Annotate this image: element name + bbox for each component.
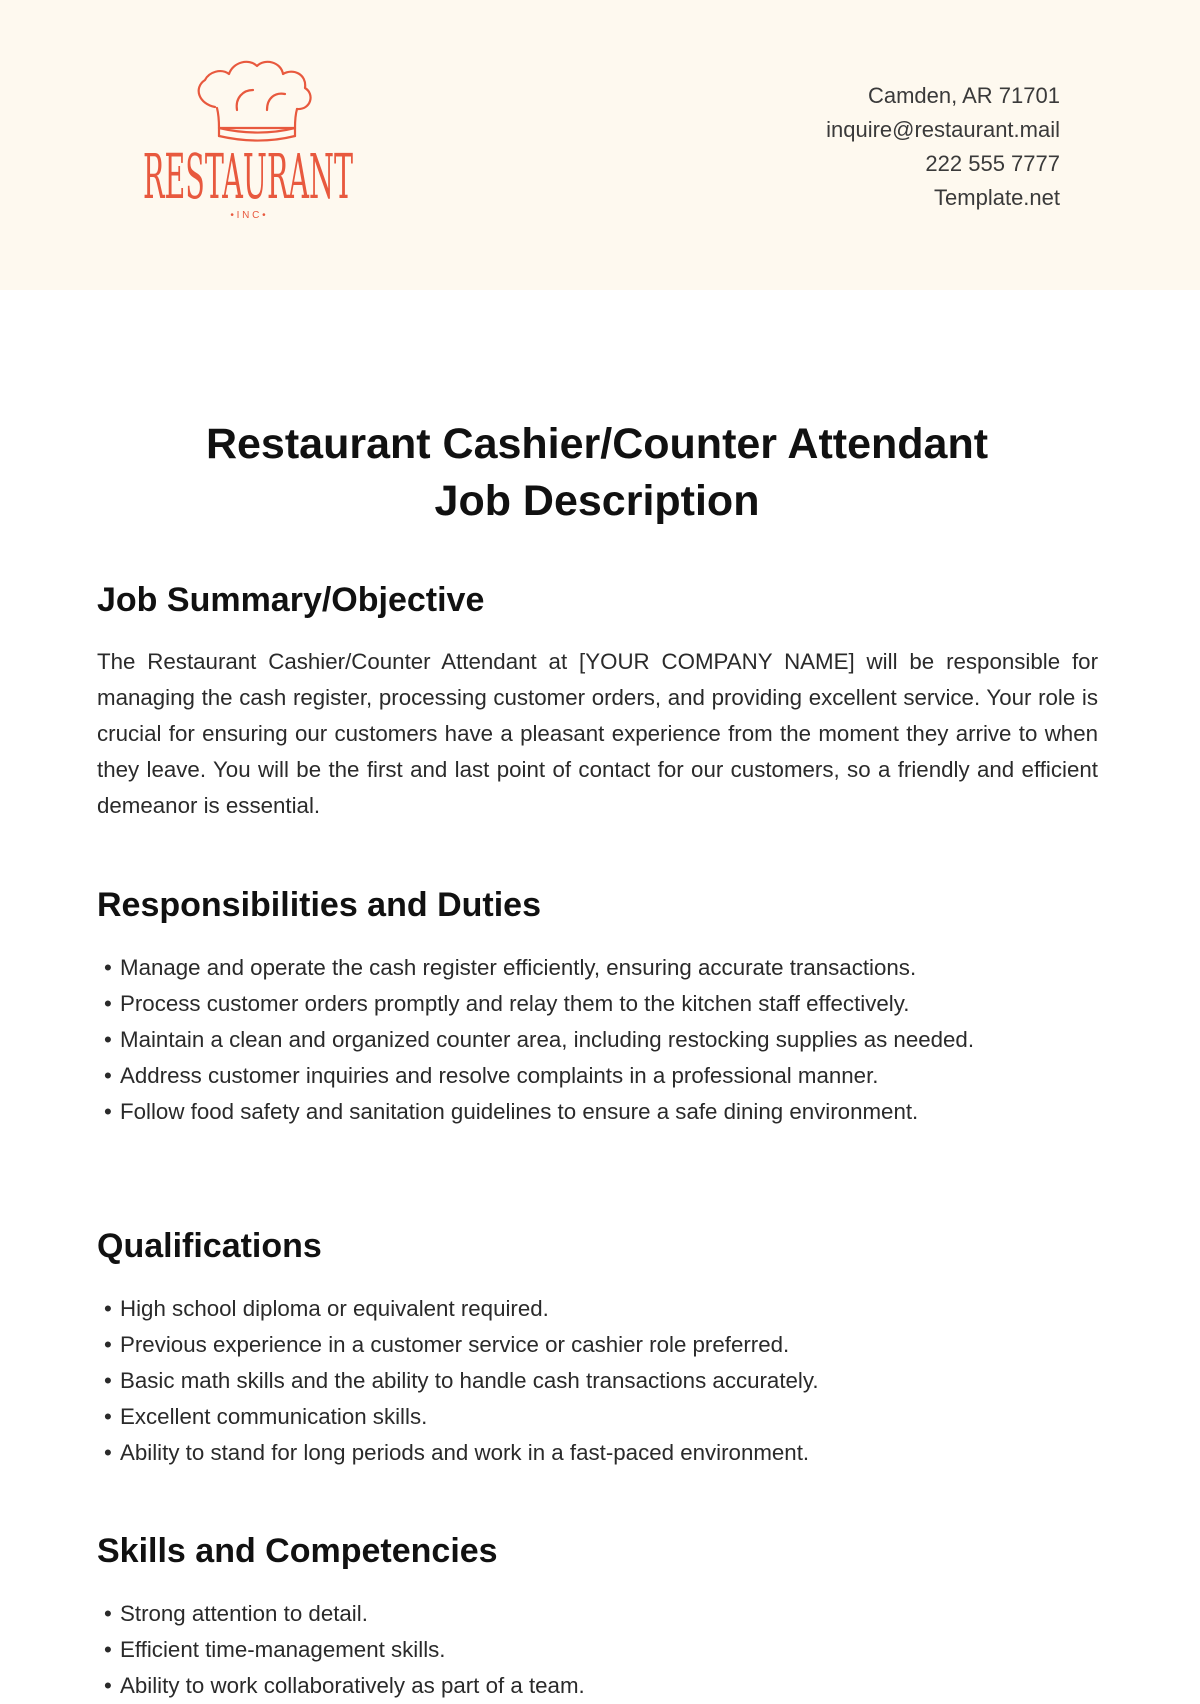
- logo-tagline: • I N C •: [230, 210, 266, 221]
- letterhead: [0, 0, 1200, 290]
- qualifications-heading: Qualifications: [97, 1227, 322, 1265]
- document-title: [97, 416, 1097, 530]
- list-item: • Efficient time-management skills.: [104, 1632, 1074, 1668]
- list-item: • Excellent communication skills.: [104, 1399, 1074, 1435]
- skills-heading: Skills and Competencies: [97, 1532, 498, 1570]
- list-item: • Ability to stand for long periods and work in a fast-paced environment.: [104, 1435, 1074, 1471]
- logo-wordmark: RESTAURANT: [143, 140, 353, 213]
- responsibilities-list: [104, 950, 1074, 1130]
- contact-website: Template.net: [934, 185, 1060, 210]
- list-item: • Strong attention to detail.: [104, 1596, 1074, 1632]
- list-item: • Manage and operate the cash register efficiently, ensuring accurate transactions.: [104, 950, 1074, 986]
- responsibilities-heading: Responsibilities and Duties: [97, 886, 541, 924]
- list-item: • Process customer orders promptly and relay them to the kitchen staff effectively.: [104, 986, 1074, 1022]
- skills-list: [104, 1596, 1074, 1704]
- list-item: • High school diploma or equivalent required.: [104, 1291, 1074, 1327]
- summary-heading: Job Summary/Objective: [97, 581, 485, 619]
- list-item: • Previous experience in a customer service or cashier role preferred.: [104, 1327, 1074, 1363]
- restaurant-logo: [135, 52, 365, 242]
- contact-block: [826, 79, 1060, 215]
- list-item: • Address customer inquiries and resolve complaints in a professional manner.: [104, 1058, 1074, 1094]
- title-line-2: Job Description: [434, 477, 760, 525]
- list-item: • Follow food safety and sanitation guidelines to ensure a safe dining environment.: [104, 1094, 1074, 1130]
- title-line-1: Restaurant Cashier/Counter Attendant: [205, 420, 989, 468]
- list-item: • Basic math skills and the ability to handle cash transactions accurately.: [104, 1363, 1074, 1399]
- chef-hat-icon: [199, 62, 311, 141]
- qualifications-list: [104, 1291, 1074, 1471]
- list-item: • Maintain a clean and organized counter area, including restocking supplies as needed.: [104, 1022, 1074, 1058]
- contact-address: Camden, AR 71701: [867, 83, 1060, 108]
- contact-phone: 222 555 7777: [925, 151, 1060, 176]
- contact-email: inquire@restaurant.mail: [826, 117, 1060, 142]
- summary-paragraph: The Restaurant Cashier/Counter Attendant at [YOUR COMPANY NAME] will be responsible for managing the cash register, processing customer orders, and providing excellent service. Your role is crucial for ensuring our customers have a pleasant experience from the moment they arrive to when they leave. You will be the first and last point of contact for our customers, so a friendly and efficient demeanor is essential.: [97, 649, 1098, 818]
- list-item: • Ability to work collaboratively as part of a team.: [104, 1668, 1074, 1704]
